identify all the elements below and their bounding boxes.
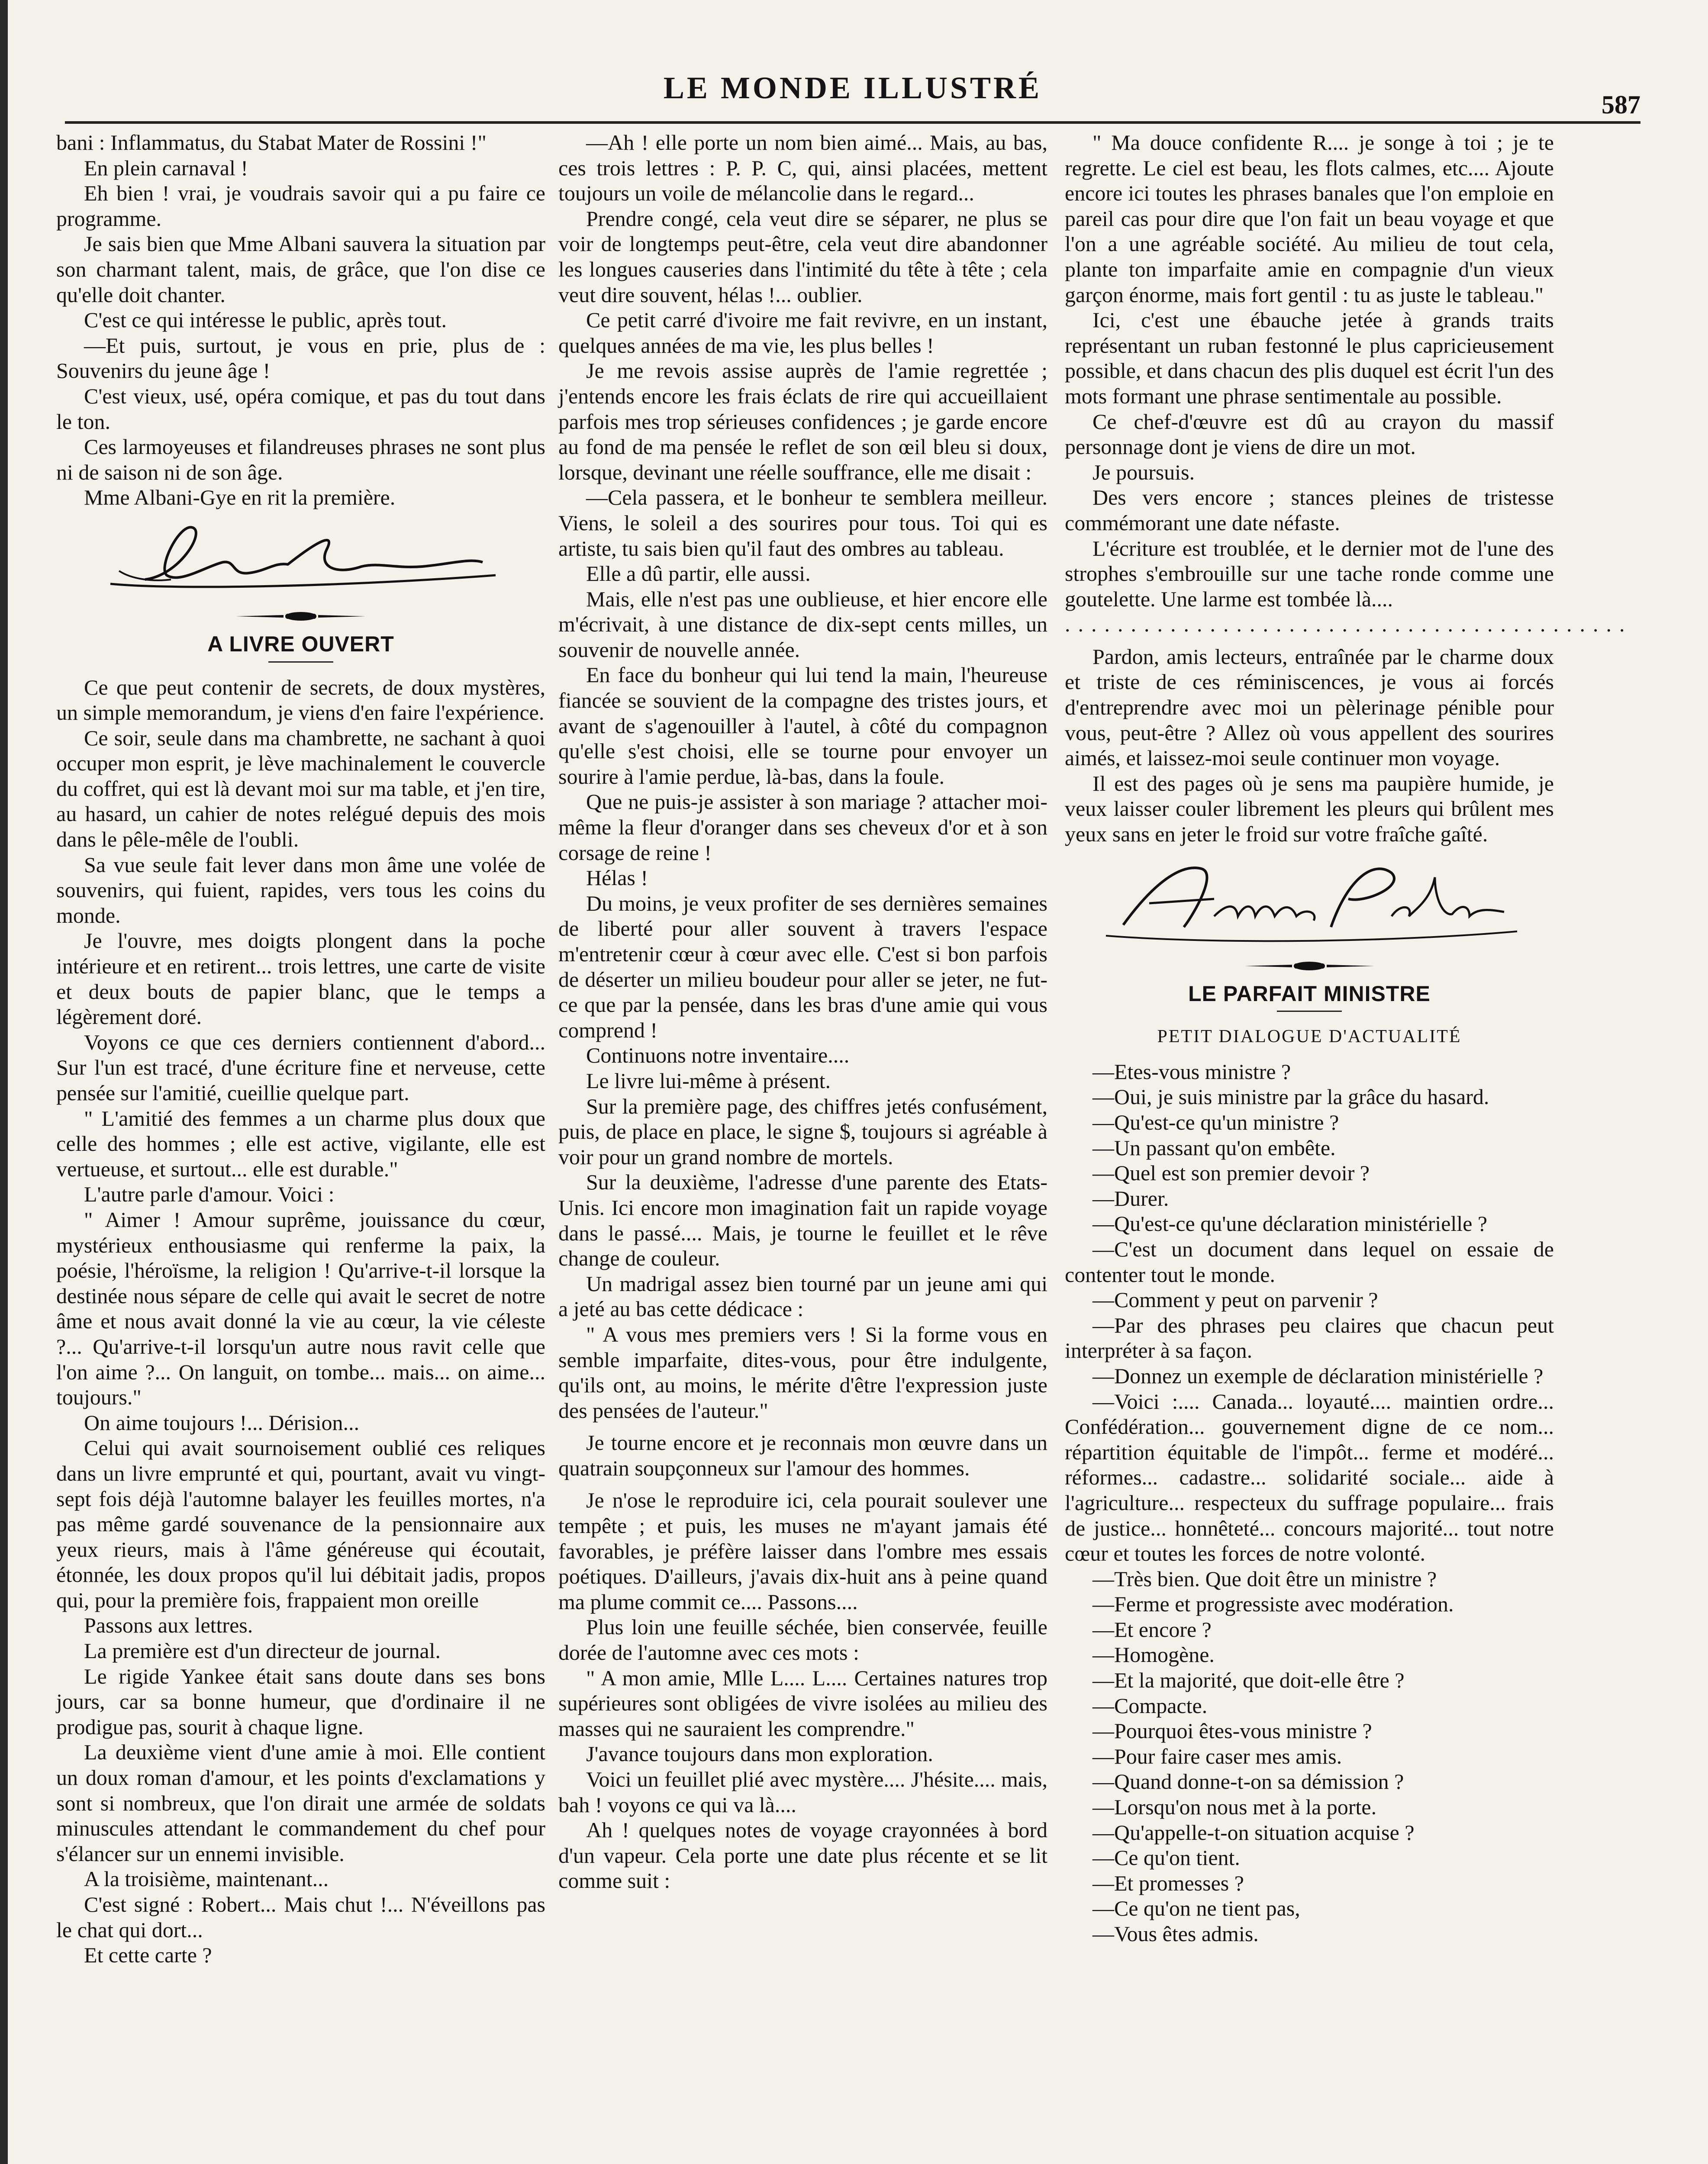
paragraph: Ce soir, seule dans ma chambrette, ne sachant à quoi occuper mon esprit, je lève machinalement le couvercle du coffret, qui est là devant moi sur ma table, et j'en tire, au hasard, un cahier de notes relégué depuis des mois dans le pêle-mêle de l'oubli.	[56, 725, 545, 852]
paragraph: Prendre congé, cela veut dire se séparer, ne plus se voir de longtemps peut-être, cela veut dire abandonner les longues causeries dans l'intimité du tête à tête ; cela veut dire souvent, hélas !... oublier.	[558, 206, 1047, 307]
divider-ornament	[232, 610, 370, 623]
dialogue-line: —Lorsqu'on nous met à la porte.	[1092, 1795, 1377, 1819]
dialogue-line: —Par des phrases peu claires que chacun peut interpréter à sa façon.	[1065, 1313, 1554, 1363]
paragraph: Voici un feuillet plié avec mystère.... J'hésite.... mais, bah ! voyons ce qui va là....	[558, 1767, 1047, 1817]
dialogue-line: —Et la majorité, que doit-elle être ?	[1092, 1668, 1405, 1693]
page-number: 587	[1602, 90, 1640, 119]
paragraph: Mme Albani-Gye en rit la première.	[84, 485, 396, 510]
paragraph: Du moins, je veux profiter de ses dernières semaines de liberté pour aller souvent à travers l'espace m'entretenir cœur à cœur avec elle. C'est si bon parfois de déserter un milieu boudeur pour aller se jeter, ne fut-ce que par la pensée, dans les bras d'une amie qui vous comprend !	[558, 891, 1047, 1042]
dialogue-line: —Pourquoi êtes-vous ministre ?	[1092, 1719, 1372, 1743]
dialogue	[1065, 1059, 1554, 1947]
paragraph: Mais, elle n'est pas une oublieuse, et hier encore elle m'écrivait, à une distance de dix-sept cents milles, un souvenir de nouvelle année.	[558, 586, 1047, 662]
paragraph: Eh bien ! vrai, je voudrais savoir qui a pu faire ce programme.	[56, 181, 545, 231]
dialogue-line: —Qu'est-ce qu'une déclaration ministérielle ?	[1092, 1211, 1488, 1236]
quotation: " A mon amie, Mlle L.... L.... Certaines natures trop supérieures sont obligées de vivre isolées au milieu des masses qui ne sauraient les comprendre."	[558, 1665, 1047, 1741]
dialogue-line: —Très bien. Que doit être un ministre ?	[1092, 1566, 1437, 1591]
title-underline	[268, 661, 333, 663]
dialogue-line: —Quand donne-t-on sa démission ?	[1092, 1769, 1404, 1794]
paragraph: Pardon, amis lecteurs, entraînée par le charme doux et triste de ces réminiscences, je vous ai forcés d'entreprendre avec moi un pèlerinage pénible pour vous, peut-être ? Allez où vous appellent des sourires aimés, et laissez-moi seule continuer mon voyage.	[1065, 644, 1554, 770]
page-edge	[0, 0, 8, 2164]
dialogue-line: —Qu'est-ce qu'un ministre ?	[1092, 1110, 1339, 1134]
dialogue-line: —Et promesses ?	[1092, 1871, 1244, 1895]
paragraph: Sur la première page, des chiffres jetés confusément, puis, de place en place, le signe $, toujours si agréable à voir pour un grand nombre de mortels.	[558, 1094, 1047, 1169]
paragraph: Des vers encore ; stances pleines de tristesse commémorant une date néfaste.	[1065, 485, 1554, 535]
quotation: " L'amitié des femmes a un charme plus doux que celle des hommes ; elle est active, vigilante, elle est vertueuse, et surtout... elle est durable."	[56, 1106, 545, 1181]
paragraph: La deuxième vient d'une amie à moi. Elle contient un doux roman d'amour, et les points d'exclamations y sont si nombreux, que l'on dirait une armée de soldats minuscules attendant le commandement du chef pour s'élancer sur un ennemi invisible.	[56, 1740, 545, 1866]
section-title-livre-ouvert: A LIVRE OUVERT	[207, 631, 394, 656]
paragraph: C'est vieux, usé, opéra comique, et pas du tout dans le ton.	[56, 383, 545, 434]
paragraph: La première est d'un directeur de journal.	[84, 1639, 441, 1663]
quotation: " Aimer ! Amour suprême, jouissance du cœur, mystérieux enthousiasme qui renferme la paix, la poésie, l'héroïsme, la religion ! Qu'arrive-t-il lorsque la destinée nous sépare de celle qui avait le secret de notre âme et nous avait donné la vie au cœur, la vie céleste ?... Qu'arrive-t-il lorsqu'un autre nous ravit celle que l'on aime ?... On languit, on tombe... mais... on aime... toujours."	[56, 1207, 545, 1410]
paragraph: bani : Inflammatus, du Stabat Mater de Rossini !"	[56, 130, 487, 155]
dialogue-line: —Pour faire caser mes amis.	[1092, 1744, 1342, 1768]
dialogue-line: —Un passant qu'on embête.	[1092, 1135, 1336, 1160]
dialogue-line: —Vous êtes admis.	[1092, 1922, 1259, 1946]
paragraph: Ces larmoyeuses et filandreuses phrases ne sont plus ni de saison ni de son âge.	[56, 435, 545, 484]
paragraph: Sur la deuxième, l'adresse d'une parente des Etats-Unis. Ici encore mon imagination fait un rapide voyage dans le passé.... Mais, je tourne le feuillet et le rêve change de couleur.	[558, 1170, 1047, 1271]
paragraph: Je sais bien que Mme Albani sauvera la situation par son charmant talent, mais, de grâce, que l'on dise ce qu'elle doit chanter.	[56, 232, 545, 307]
paragraph: Ici, c'est une ébauche jetée à grands traits représentant un ruban festonné le plus capricieusement possible, et dans chacun des plis duquel est écrit l'un des mots formant une phrase sentimentale au possible.	[1065, 308, 1554, 408]
dialogue-line: —Quel est son premier devoir ?	[1092, 1161, 1370, 1185]
paragraph: Hélas !	[586, 866, 648, 890]
dialogue-line: —Oui, je suis ministre par la grâce du hasard.	[1092, 1085, 1489, 1109]
paragraph: Plus loin une feuille séchée, bien conservée, feuille dorée de l'automne avec ces mots :	[558, 1615, 1047, 1665]
page-header	[65, 65, 1640, 124]
paragraph: Ce chef-d'œuvre est dû au crayon du massif personnage dont je viens de dire un mot.	[1065, 409, 1554, 459]
dialogue-line: —Ce qu'on tient.	[1092, 1845, 1240, 1870]
paragraph: Je me revois assise auprès de l'amie regrettée ; j'entends encore les frais éclats de rire qui accueillaient parfois mes trop sérieuses confidences ; je garde encore au fond de ma pensée le reflet de son œil bleu si doux, lorsque, devinant une réelle souffrance, elle me disait :	[558, 358, 1047, 484]
newspaper-title: LE MONDE ILLUSTRÉ	[663, 71, 1042, 105]
paragraph: Le rigide Yankee était sans doute dans ses bons jours, car sa bonne humeur, que d'ordinaire il ne prodigue pas, sourit à chaque ligne.	[56, 1664, 545, 1739]
paragraph: En face du bonheur qui lui tend la main, l'heureuse fiancée se souvient de la compagne des tristes jours, et avant de s'agenouiller à l'autel, à côté du compagnon qu'elle s'est choisi, elle se tourne pour envoyer un sourire à l'amie perdue, là-bas, dans la foule.	[558, 663, 1047, 789]
dialogue-line: —Et encore ?	[1092, 1617, 1212, 1642]
paragraph: Le livre lui-même à présent.	[586, 1068, 831, 1093]
paragraph: Passons aux lettres.	[84, 1613, 253, 1638]
paragraph: —Ah ! elle porte un nom bien aimé... Mais, au bas, ces trois lettres : P. P. C, qui, ainsi placées, mettent toujours un voile de mélancolie dans le regard...	[558, 130, 1047, 206]
paragraph: Voyons ce que ces derniers contiennent d'abord... Sur l'un est tracé, d'une écriture fine et nerveuse, cette pensée sur l'amitié, cueillie quelque part.	[56, 1030, 545, 1105]
paragraph: Sa vue seule fait lever dans mon âme une volée de souvenirs, qui fuient, rapides, vers tous les coins du monde.	[56, 852, 545, 927]
paragraph: A la troisième, maintenant...	[84, 1867, 329, 1891]
paragraph: Je l'ouvre, mes doigts plongent dans la poche intérieure et en retirent... trois lettres, une carte de visite et deux bouts de papier blanc, que le temps a légèrement doré.	[56, 928, 545, 1029]
section-subtitle: PETIT DIALOGUE D'ACTUALITÉ	[1157, 1027, 1462, 1047]
paragraph: Il est des pages où je sens ma paupière humide, je veux laisser couler librement les pleurs qui brûlent mes yeux sans en jeter le froid sur votre fraîche gaîté.	[1065, 771, 1554, 847]
paragraph: Un madrigal assez bien tourné par un jeune ami qui a jeté au bas cette dédicace :	[558, 1271, 1047, 1321]
title-underline	[1277, 1011, 1342, 1012]
paragraph: Je poursuis.	[1092, 460, 1195, 484]
dialogue-line: —C'est un document dans lequel on essaie de contenter tout le monde.	[1065, 1237, 1554, 1287]
dialogue-line: —Qu'appelle-t-on situation acquise ?	[1092, 1820, 1415, 1845]
paragraph: —Cela passera, et le bonheur te semblera meilleur. Viens, le soleil a des sourires pour tous. Toi qui es artiste, tu sais bien qu'il faut des ombres au tableau.	[558, 485, 1047, 560]
dialogue-line: —Compacte.	[1092, 1693, 1208, 1718]
paragraph: C'est ce qui intéresse le public, après tout.	[84, 308, 447, 332]
paragraph: Je n'ose le reproduire ici, cela pourait soulever une tempête ; et puis, les muses ne m'ayant jamais été favorables, je préfère laisser dans l'ombre mes essais poétiques. D'ailleurs, j'avais dix-huit ans à peine quand ma plume commit ce.... Passons....	[558, 1488, 1047, 1614]
column-3	[1065, 130, 1633, 1947]
paragraph: On aime toujours !... Dérision...	[84, 1410, 360, 1435]
paragraph: En plein carnaval !	[84, 155, 248, 180]
paragraph: Continuons notre inventaire....	[586, 1043, 850, 1068]
paragraph: Elle a dû partir, elle aussi.	[586, 561, 811, 586]
dialogue-line: —Ce qu'on ne tient pas,	[1092, 1896, 1300, 1921]
signature-aimee-patrie	[1089, 851, 1530, 951]
column-1	[56, 130, 545, 1968]
dialogue-line: —Ferme et progressiste avec modération.	[1092, 1592, 1454, 1617]
paragraph: L'écriture est troublée, et le dernier mot de l'une des strophes s'embrouille sur une tache ronde comme une goutelette. Une larme est tombée là....	[1065, 536, 1554, 611]
signature-leon-ledieu	[93, 515, 509, 601]
quotation: " A vous mes premiers vers ! Si la forme vous en semble imparfaite, dites-vous, pour être indulgente, qu'ils ont, au moins, le mérite d'être l'expression juste des pensées de l'auteur."	[558, 1322, 1047, 1423]
paragraph: Que ne puis-je assister à son mariage ? attacher moi-même la fleur d'oranger dans ses cheveux d'or et à son corsage de reine !	[558, 789, 1047, 865]
paragraph: Et cette carte ?	[84, 1943, 212, 1968]
dialogue-line: —Homogène.	[1092, 1642, 1215, 1667]
quotation: " Ma douce confidente R.... je songe à toi ; je te regrette. Le ciel est beau, les flots calmes, etc.... Ajoute encore ici toutes les phrases banales que l'on emploie en pareil cas pour dire que l'on fait un beau voyage et que l'on a une agréable société. Au milieu de tout cela, plante ton imparfaite amie en compagnie d'un vieux garçon énorme, mais fort gentil : tu as juste le tableau."	[1065, 130, 1554, 307]
paragraph: L'autre parle d'amour. Voici :	[84, 1182, 335, 1207]
paragraph: C'est signé : Robert... Mais chut !... N'éveillons pas le chat qui dort...	[56, 1892, 545, 1942]
paragraph: Ce que peut contenir de secrets, de doux mystères, un simple memorandum, je viens d'en faire l'expérience.	[56, 675, 545, 725]
dialogue-line: —Durer.	[1092, 1186, 1169, 1211]
section-title-parfait-ministre: LE PARFAIT MINISTRE	[1188, 981, 1431, 1006]
paragraph: Ah ! quelques notes de voyage crayonnées à bord d'un vapeur. Cela porte une date plus récente et se lit comme suit :	[558, 1818, 1047, 1893]
dialogue-line: —Voici :.... Canada... loyauté.... maintien ordre... Confédération... gouvernement digne de ce nom... répartition équitable de l'impôt... ferme et modéré... réformes... cadastre... solidarité sociale... aide à l'agriculture... respecteux du suffrage populaire... frais de justice... honnêteté... concours majorité... tout notre cœur et toutes les forces de notre volonté.	[1065, 1389, 1554, 1566]
paragraph: Je tourne encore et je reconnais mon œuvre dans un quatrain soupçonneux sur l'amour des hommes.	[558, 1430, 1047, 1480]
paragraph: J'avance toujours dans mon exploration.	[586, 1742, 933, 1766]
dialogue-line: —Etes-vous ministre ?	[1092, 1059, 1291, 1084]
paragraph: Ce petit carré d'ivoire me fait revivre, en un instant, quelques années de ma vie, les plus belles !	[558, 308, 1047, 357]
paragraph: Celui qui avait sournoisement oublié ces reliques dans un livre emprunté et qui, pourtant, avait vu vingt-sept fois déjà l'automne balayer les feuilles mortes, n'a pas même gardé souvenance de la pensionnaire aux yeux rieurs, mais à l'âme généreuse qui écoutait, étonnée, les doux propos qu'il lui débitait jadis, propos qui, pour la première fois, frappaient mon oreille	[56, 1436, 545, 1612]
dialogue-line: —Comment y peut on parvenir ?	[1092, 1288, 1378, 1312]
divider-ornament	[1240, 960, 1379, 973]
column-2	[558, 130, 1047, 1894]
ellipsis-separator: ...........................................	[1065, 612, 1633, 637]
dialogue-line: —Donnez un exemple de déclaration ministérielle ?	[1092, 1363, 1544, 1388]
paragraph: —Et puis, surtout, je vous en prie, plus de : Souvenirs du jeune âge !	[56, 333, 545, 383]
